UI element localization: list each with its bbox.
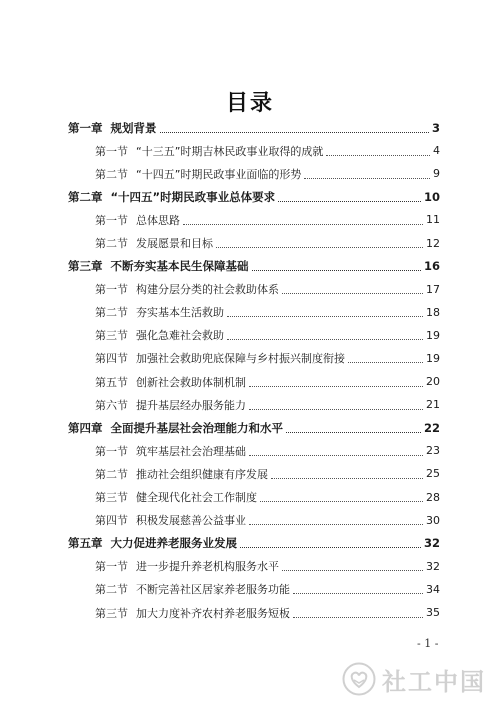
toc-entry-page: 32 (426, 559, 440, 573)
toc-entry-number: 第六节 (95, 398, 128, 412)
toc-dot-leader (286, 431, 421, 433)
toc-entry-number: 第三节 (95, 606, 128, 620)
toc-entry-title: “十四五”时期民政事业总体要求 (110, 189, 276, 204)
toc-entry-page: 9 (433, 167, 440, 181)
toc-dot-leader (282, 569, 423, 571)
toc-section-entry[interactable] (0, 555, 500, 578)
toc-entry-number: 第四章 (68, 420, 103, 435)
toc-entry-number: 第三章 (68, 259, 103, 274)
toc-entry-title: 加大力度补齐农村养老服务短板 (136, 606, 290, 620)
toc-dot-leader (216, 246, 423, 248)
heart-hands-logo-icon (342, 662, 376, 696)
toc-chapter-entry[interactable] (0, 532, 500, 555)
toc-entry-title: 积极发展慈善公益事业 (136, 514, 246, 528)
toc-chapter-entry[interactable] (0, 255, 500, 278)
toc-entry-page: 22 (423, 420, 440, 435)
toc-section-entry[interactable] (0, 439, 500, 462)
toc-entry-page: 17 (426, 282, 440, 296)
page-number: - 1 - (417, 637, 439, 650)
toc-entry-title: 构建分层分类的社会救助体系 (136, 283, 279, 297)
toc-entry-title: 夯实基本生活救助 (136, 306, 224, 320)
toc-entry-page: 3 (431, 120, 440, 135)
toc-entry-title: 强化急难社会救助 (136, 329, 224, 343)
toc-entry-number: 第一章 (68, 120, 103, 135)
toc-dot-leader (249, 523, 423, 525)
toc-entry-title: 规划背景 (110, 120, 157, 135)
table-of-contents (0, 116, 500, 624)
toc-section-entry[interactable] (0, 462, 500, 485)
toc-section-entry[interactable] (0, 139, 500, 162)
toc-entry-number: 第三节 (95, 329, 128, 343)
toc-entry-title: 健全现代化社会工作制度 (136, 491, 257, 505)
toc-section-entry[interactable] (0, 486, 500, 509)
toc-dot-leader (240, 546, 421, 548)
toc-chapter-entry[interactable] (0, 185, 500, 208)
toc-entry-title: 发展愿景和目标 (136, 237, 213, 251)
toc-entry-number: 第一节 (95, 444, 128, 458)
toc-entry-title: 总体思路 (136, 213, 180, 227)
toc-entry-page: 19 (426, 351, 440, 365)
toc-dot-leader (282, 292, 423, 294)
toc-entry-title: “十四五”时期民政事业面临的形势 (136, 167, 302, 181)
toc-entry-number: 第二节 (95, 237, 128, 251)
toc-dot-leader (348, 361, 423, 363)
toc-dot-leader (249, 385, 423, 387)
toc-entry-page: 28 (426, 490, 440, 504)
toc-entry-page: 19 (426, 328, 440, 342)
toc-entry-page: 23 (426, 444, 440, 458)
toc-section-entry[interactable] (0, 370, 500, 393)
toc-entry-title: 提升基层经办服务能力 (136, 398, 246, 412)
page-title: 目录 (225, 91, 274, 116)
toc-entry-page: 4 (433, 144, 440, 158)
toc-entry-number: 第一节 (95, 283, 128, 297)
toc-section-entry[interactable] (0, 509, 500, 532)
toc-entry-title: 创新社会救助体制机制 (136, 375, 246, 389)
toc-entry-number: 第一节 (95, 560, 128, 574)
toc-entry-page: 11 (426, 213, 440, 227)
toc-entry-number: 第五节 (95, 375, 128, 389)
toc-dot-leader (326, 154, 430, 156)
toc-entry-title: 全面提升基层社会治理能力和水平 (110, 420, 283, 435)
toc-entry-title: 筑牢基层社会治理基础 (136, 444, 246, 458)
toc-entry-page: 10 (423, 189, 440, 204)
toc-entry-number: 第五章 (68, 536, 103, 551)
toc-entry-page: 18 (426, 305, 440, 319)
toc-dot-leader (249, 408, 423, 410)
toc-dot-leader (183, 223, 423, 225)
toc-entry-page: 25 (426, 467, 440, 481)
toc-entry-number: 第三节 (95, 491, 128, 505)
toc-dot-leader (227, 315, 423, 317)
toc-dot-leader (260, 500, 423, 502)
toc-entry-number: 第一节 (95, 213, 128, 227)
toc-dot-leader (278, 200, 421, 202)
toc-entry-number: 第二节 (95, 306, 128, 320)
toc-entry-number: 第一节 (95, 144, 128, 158)
toc-entry-title: 进一步提升养老机构服务水平 (136, 560, 279, 574)
toc-entry-title: 大力促进养老服务业发展 (110, 536, 237, 551)
toc-entry-page: 30 (426, 513, 440, 527)
toc-entry-page: 12 (426, 236, 440, 250)
toc-entry-title: “十三五”时期吉林民政事业取得的成就 (136, 144, 324, 158)
toc-section-entry[interactable] (0, 347, 500, 370)
toc-section-entry[interactable] (0, 601, 500, 624)
toc-entry-number: 第四节 (95, 514, 128, 528)
toc-section-entry[interactable] (0, 208, 500, 231)
toc-entry-title: 加强社会救助兜底保障与乡村振兴制度衔接 (136, 352, 345, 366)
toc-section-entry[interactable] (0, 301, 500, 324)
toc-section-entry[interactable] (0, 278, 500, 301)
toc-section-entry[interactable] (0, 578, 500, 601)
toc-section-entry[interactable] (0, 324, 500, 347)
toc-dot-leader (293, 592, 423, 594)
toc-entry-number: 第二节 (95, 467, 128, 481)
watermark-text: 社工中国 (382, 667, 486, 696)
toc-entry-page: 20 (426, 375, 440, 389)
toc-entry-page: 21 (426, 398, 440, 412)
toc-entry-number: 第四节 (95, 352, 128, 366)
toc-entry-title: 推动社会组织健康有序发展 (136, 467, 268, 481)
toc-dot-leader (304, 177, 430, 179)
toc-entry-page: 35 (426, 606, 440, 620)
toc-section-entry[interactable] (0, 162, 500, 185)
toc-entry-number: 第二节 (95, 583, 128, 597)
toc-entry-title: 不断夯实基本民生保障基础 (110, 259, 249, 274)
toc-entry-page: 32 (423, 536, 440, 551)
toc-dot-leader (271, 477, 423, 479)
toc-entry-number: 第二章 (68, 189, 103, 204)
toc-chapter-entry[interactable] (0, 416, 500, 439)
toc-section-entry[interactable] (0, 393, 500, 416)
toc-entry-number: 第二节 (95, 167, 128, 181)
toc-dot-leader (160, 131, 429, 133)
toc-dot-leader (249, 454, 423, 456)
toc-section-entry[interactable] (0, 231, 500, 254)
toc-chapter-entry[interactable] (0, 116, 500, 139)
toc-dot-leader (227, 338, 423, 340)
watermark (342, 658, 492, 700)
toc-entry-page: 16 (423, 259, 440, 274)
toc-entry-title: 不断完善社区居家养老服务功能 (136, 583, 290, 597)
toc-entry-page: 34 (426, 582, 440, 596)
toc-dot-leader (293, 616, 423, 618)
toc-dot-leader (252, 269, 421, 271)
